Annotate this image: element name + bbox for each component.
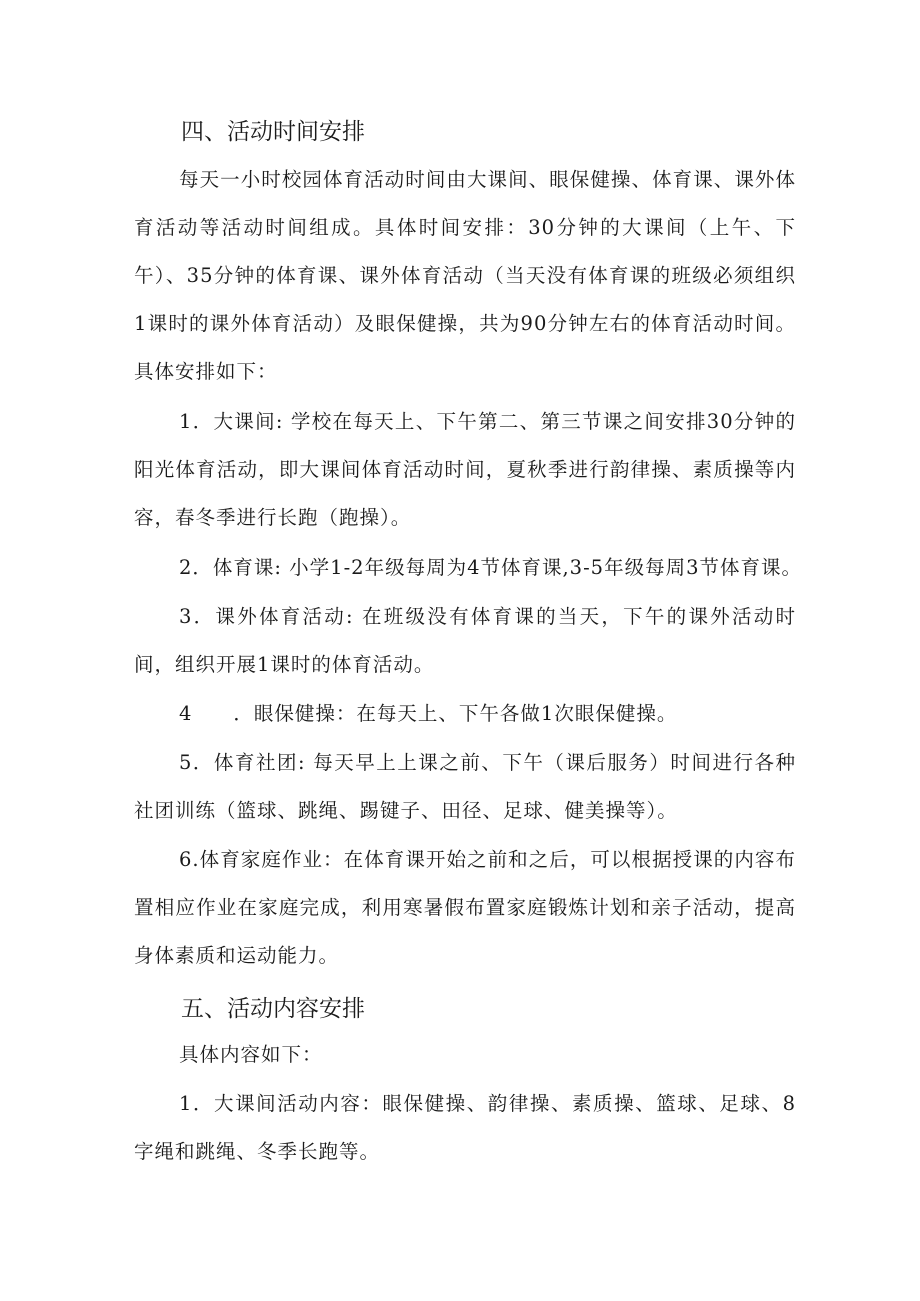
paragraph-content-intro: 具体内容如下： (179, 1043, 323, 1066)
paragraph-pe-class: 2．体育课: 小学1-2年级每周为4节体育课,3-5年级每周3节体育课。 (179, 556, 802, 579)
paragraph-sports-clubs: 5．体育社团: 每天早上上课之前、下午（课后服务）时间进行各种社团训练（篮球、跳绳、踢键子、田径、足球、健美操等）。 (134, 751, 796, 822)
section-heading-activity-time: 四、活动时间安排 (181, 119, 365, 145)
paragraph-time-overview: 每天一小时校园体育活动时间由大课间、眼保健操、体育课、课外体育活动等活动时间组成。具体时间安排：30分钟的大课间（上午、下午）、35分钟的体育课、课外体育活动（当天没有体育课的班级必须组织1课时的课外体育活动）及眼保健操，共为90分钟左右的体育活动时间。具体安排如下： (134, 168, 796, 383)
section-heading-activity-content: 五、活动内容安排 (181, 996, 365, 1022)
paragraph-eye-exercise: 4 ．眼保健操：在每天上、下午各做1次眼保健操。 (179, 702, 678, 725)
paragraph-pe-homework: 6.体育家庭作业：在体育课开始之前和之后，可以根据授课的内容布置相应作业在家庭完成，利用寒暑假布置家庭锻炼计划和亲子活动，提高身体素质和运动能力。 (134, 848, 796, 967)
paragraph-big-break: 1．大课间: 学校在每天上、下午第二、第三节课之间安排30分钟的阳光体育活动，即大课间体育活动时间，夏秋季进行韵律操、素质操等内容，春冬季进行长跑（跑操）。 (134, 410, 796, 529)
paragraph-extracurricular: 3．课外体育活动: 在班级没有体育课的当天，下午的课外活动时间，组织开展1课时的体育活动。 (134, 605, 796, 676)
paragraph-big-break-content: 1．大课间活动内容：眼保健操、韵律操、素质操、篮球、足球、8字绳和跳绳、冬季长跑等。 (134, 1092, 796, 1163)
